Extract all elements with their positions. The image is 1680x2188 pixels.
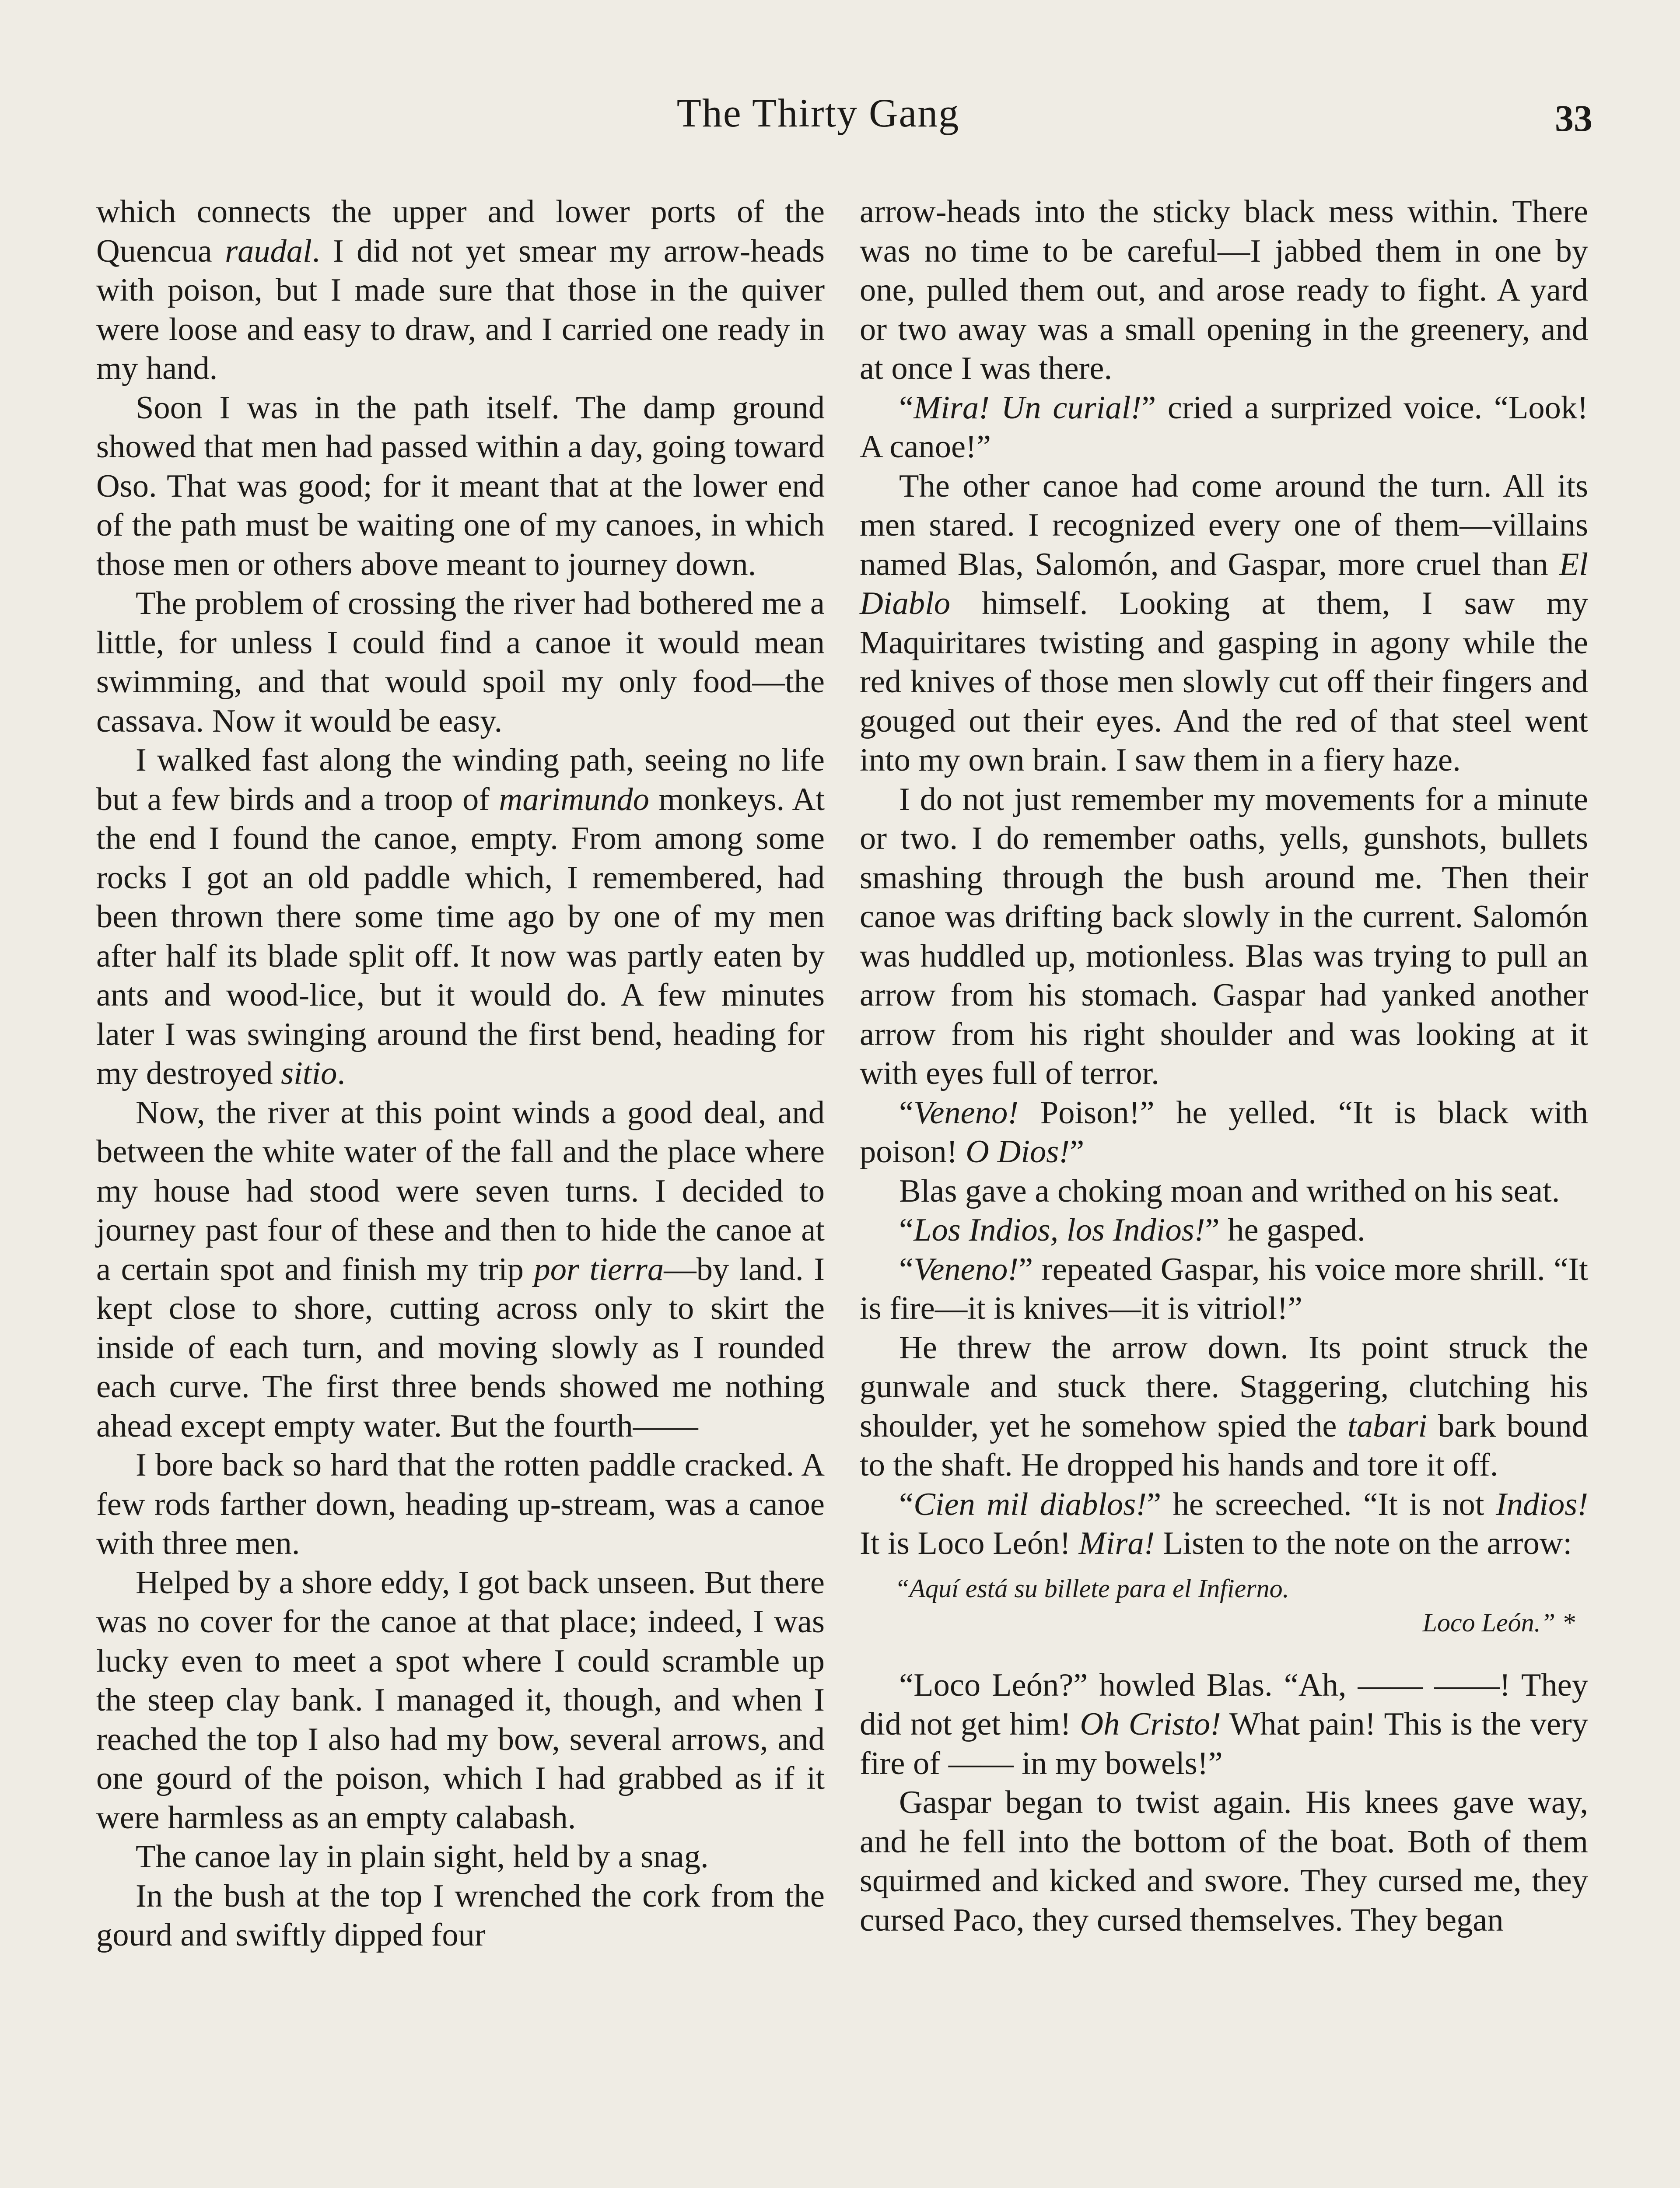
italic-phrase: Mira! (1078, 1525, 1155, 1561)
paragraph (860, 1485, 1588, 1564)
text-run: “ (899, 1094, 914, 1131)
text-run: Gaspar began to twist again. His knees gave way, and he fell into the bottom of the boat. Both of them squirmed and kicked and swore. They cursed me, they cursed Paco, they cursed themselves. They began (860, 1785, 1588, 1938)
text-run: What pain! This is the very fire of —— in my bowels!” (860, 1706, 1588, 1781)
paragraph (860, 193, 1588, 389)
text-run: I bore back so hard that the rotten paddle cracked. A few rods farther down, heading up-stream, was a canoe with three men. (96, 1447, 825, 1561)
italic-phrase: Indios! (1495, 1486, 1588, 1522)
text-run: ” repeated Gaspar, his voice more shrill. “It is fire—it is knives—it is vitriol!” (860, 1251, 1588, 1326)
text-run: arrow-heads into the sticky black mess within. There was no time to be careful—I jabbed them in one by one, pulled them out, and arose ready to fight. A yard or two away was a small opening in the greenery, and at once I was there. (860, 194, 1588, 386)
italic-phrase: O Dios! (966, 1134, 1070, 1170)
paragraph (96, 741, 825, 1094)
italic-phrase: raudal (225, 233, 312, 269)
paragraph (96, 1446, 825, 1564)
text-run: ” he gasped. (1205, 1212, 1365, 1248)
page-number: 33 (1555, 97, 1592, 139)
italic-phrase: tabari (1348, 1408, 1428, 1444)
text-run: monkeys. At the end I found the canoe, empty. From among some rocks I got an old paddle which, I remembered, had been thrown there some time ago by one of my men after half its blade split off. It now was partly eaten by ants and wood-lice, but it would do. A few minutes later I was swinging around the first bend, heading for my destroyed (96, 781, 825, 1091)
text-run: which connects the upper and lower ports of the Quencua (96, 194, 825, 269)
italic-phrase: Oh Cristo! (1080, 1706, 1221, 1742)
text-run: ” he screeched. “It is not (1147, 1486, 1496, 1522)
italic-phrase: Los Indios, los Indios! (914, 1212, 1205, 1248)
italic-phrase: El Diablo (860, 546, 1588, 621)
paragraph (96, 193, 825, 389)
text-run: I walked fast along the winding path, seeing no life but a few birds and a troop of (96, 742, 825, 817)
text-run: Now, the river at this point winds a good deal, and between the white water of the fall and the place where my house had stood were seven turns. I decided to journey past four of these and then to hide the canoe at a certain spot and finish my trip (96, 1094, 825, 1287)
paragraph (860, 389, 1588, 467)
arrow-note-signature: Loco León.” * (1422, 1608, 1575, 1637)
text-run: —by land. I kept close to shore, cutting across only to skirt the inside of each turn, and moving slowly as I rounded each curve. The first three bends showed me nothing ahead except empty water. But the fourth—— (96, 1251, 825, 1444)
paragraph (860, 1211, 1588, 1250)
text-run: himself. Looking at them, I saw my Maquiritares twisting and gasping in agony while the red knives of those men slowly cut off their fingers and gouged out their eyes. And the red of that steel went into my own brain. I saw them in a fiery haze. (860, 586, 1588, 778)
text-run: “Loco León?” howled Blas. “Ah, —— ——! They did not get him! (860, 1667, 1588, 1742)
arrow-note-line: “Aquí está su billete para el Infierno. (895, 1574, 1289, 1603)
italic-phrase: Cien mil diablos! (914, 1486, 1147, 1522)
text-run: “ (899, 389, 914, 426)
italic-phrase: Mira! Un curial! (914, 389, 1142, 426)
paragraph (860, 780, 1588, 1094)
paragraph (96, 1564, 825, 1838)
text-run: . (337, 1055, 346, 1091)
paragraph (860, 1666, 1588, 1784)
paragraph (860, 467, 1588, 780)
text-run: The canoe lay in plain sight, held by a snag. (136, 1839, 709, 1875)
paragraph (96, 584, 825, 741)
paragraph (860, 1329, 1588, 1485)
text-run: The other canoe had come around the turn. All its men stared. I recognized every one of them—villains named Blas, Salomón, and Gaspar, more cruel than (860, 468, 1588, 582)
text-run: “ (899, 1486, 914, 1522)
text-run: Soon I was in the path itself. The damp ground showed that men had passed within a day, going toward Oso. That was good; for it meant that at the lower end of the path must be waiting one of my canoes, in which those men or others above meant to journey down. (96, 389, 825, 582)
italic-phrase: sitio (281, 1055, 337, 1091)
right-column-upper-text (860, 193, 1588, 1564)
text-run: In the bush at the top I wrenched the cork from the gourd and swiftly dipped four (96, 1878, 825, 1953)
running-title: The Thirty Gang (676, 91, 960, 135)
paragraph (860, 1783, 1588, 1940)
paragraph (96, 1837, 825, 1877)
text-run: bark bound to the shaft. He dropped his hands and tore it off. (860, 1408, 1588, 1483)
text-run: ” (1070, 1134, 1085, 1170)
italic-phrase: Veneno! (914, 1094, 1019, 1131)
text-run: Blas gave a choking moan and writhed on his seat. (899, 1173, 1560, 1209)
paragraph (860, 1172, 1588, 1211)
italic-phrase: por tierra (534, 1251, 664, 1287)
paragraph (96, 1094, 825, 1446)
text-run: ” cried a surprized voice. “Look! A canoe!” (860, 389, 1588, 465)
paragraph (96, 389, 825, 585)
italic-phrase: Veneno! (914, 1251, 1019, 1287)
paragraph (860, 1250, 1588, 1329)
text-run: Helped by a shore eddy, I got back unseen. But there was no cover for the canoe at that place; indeed, I was lucky even to meet a spot where I could scramble up the steep clay bank. I managed it, though, and when I reached the top I also had my bow, several arrows, and one gourd of the poison, which I had grabbed as if it were harmless as an empty calabash. (96, 1564, 825, 1836)
text-run: Poison!” he yelled. “It is black with poison! (860, 1094, 1588, 1170)
text-run: “ (899, 1212, 914, 1248)
text-run: “ (899, 1251, 914, 1287)
text-run: The problem of crossing the river had bothered me a little, for unless I could find a canoe it would mean swimming, and that would spoil my only food—the cassava. Now it would be easy. (96, 586, 825, 739)
left-text-column (96, 193, 825, 1955)
text-run: I do not just remember my movements for a minute or two. I do remember oaths, yells, gunshots, bullets smashing through the bush around me. Then their canoe was drifting back slowly in the current. Salomón was huddled up, motionless. Blas was trying to pull an arrow from his stomach. Gaspar had yanked another arrow from his right shoulder and was looking at it with eyes full of terror. (860, 781, 1588, 1091)
arrow-note-quotation (860, 1571, 1588, 1640)
right-text-column (860, 193, 1588, 1940)
text-run: It is Loco León! (860, 1525, 1079, 1561)
right-column-lower-text (860, 1666, 1588, 1940)
italic-phrase: marimundo (499, 781, 650, 817)
paragraph (96, 1877, 825, 1955)
text-run: He threw the arrow down. Its point struck the gunwale and stuck there. Staggering, clutching his shoulder, yet he somehow spied the (860, 1329, 1588, 1444)
text-run: . I did not yet smear my arrow-heads with poison, but I made sure that those in the quiver were loose and easy to draw, and I carried one ready in my hand. (96, 233, 825, 386)
text-run: Listen to the note on the arrow: (1155, 1525, 1572, 1561)
paragraph (860, 1094, 1588, 1172)
